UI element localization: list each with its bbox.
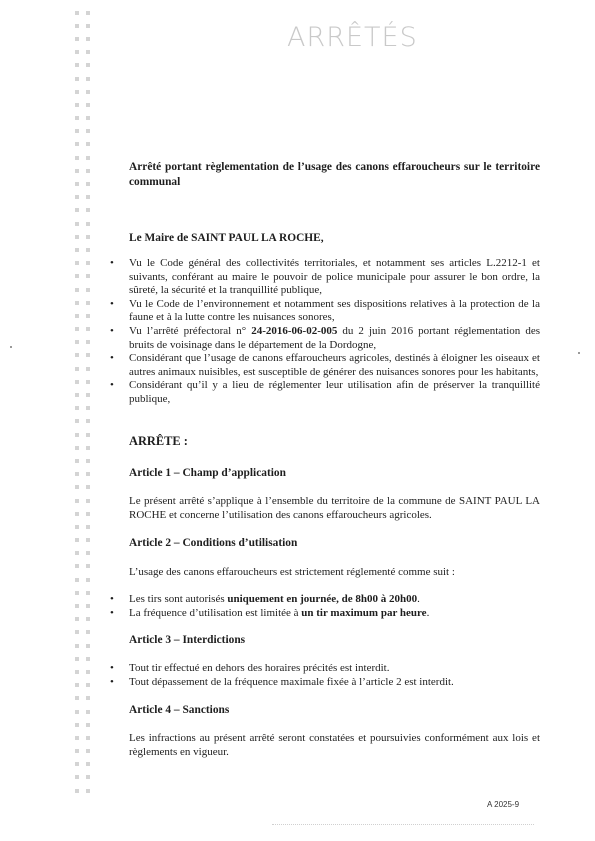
- binder-hole-row: [75, 771, 95, 784]
- binder-hole-row: [75, 745, 95, 758]
- article-3-items: [110, 661, 540, 689]
- document-reference: A 2025-9: [487, 800, 520, 809]
- binder-hole-row: [75, 692, 95, 705]
- binder-hole-row: [75, 19, 95, 32]
- binder-hole-row: [75, 468, 95, 481]
- binder-hole-row: [75, 349, 95, 362]
- arrete-label: ARRÊTE :: [129, 434, 188, 448]
- rule-item: • Les tirs sont autorisés uniquement en journée, de 8h00 à 20h00.: [110, 592, 540, 606]
- binder-hole-row: [75, 59, 95, 72]
- binder-hole-row: [75, 679, 95, 692]
- article-1-heading: Article 1 – Champ d’application: [129, 467, 286, 479]
- binder-hole-row: [75, 164, 95, 177]
- binder-hole-row: [75, 573, 95, 586]
- rule-item: • La fréquence d’utilisation est limitée à un tir maximum par heure.: [110, 606, 540, 620]
- binder-hole-row: [75, 217, 95, 230]
- binder-hole-row: [75, 6, 95, 19]
- binder-hole-row: [75, 46, 95, 59]
- binder-hole-row: [75, 441, 95, 454]
- binder-hole-row: [75, 402, 95, 415]
- binder-hole-row: [75, 415, 95, 428]
- binder-hole-row: [75, 243, 95, 256]
- binder-hole-row: [75, 665, 95, 678]
- considerant-item: • Considérant qu’il y a lieu de réglementer leur utilisation afin de préserver la tranquillité publique,: [110, 379, 540, 406]
- considerant-item: • Vu l’arrêté préfectoral n° 24-2016-06-02-005 du 2 juin 2016 portant réglementation des bruits de voisinage dans le département de la Dordogne,: [110, 325, 540, 352]
- interdiction-item: • Tout tir effectué en dehors des horaires précités est interdit.: [110, 661, 540, 675]
- binder-hole-row: [75, 599, 95, 612]
- considerants-list: [110, 257, 540, 407]
- binder-hole-row: [75, 323, 95, 336]
- binder-hole-row: [75, 32, 95, 45]
- binder-hole-row: [75, 270, 95, 283]
- binder-hole-row: [75, 112, 95, 125]
- binder-hole-row: [75, 336, 95, 349]
- scan-speck: [578, 352, 580, 354]
- binder-hole-row: [75, 428, 95, 441]
- binder-hole-row: [75, 230, 95, 243]
- binder-hole-row: [75, 257, 95, 270]
- footer-divider: [272, 824, 534, 829]
- article-4-heading: Article 4 – Sanctions: [129, 704, 230, 716]
- binder-hole-row: [75, 177, 95, 190]
- section-header-title: ARRÊTÉS: [287, 22, 418, 53]
- binder-hole-row: [75, 481, 95, 494]
- binder-hole-row: [75, 309, 95, 322]
- binder-hole-row: [75, 204, 95, 217]
- binder-hole-row: [75, 72, 95, 85]
- binder-hole-row: [75, 784, 95, 797]
- binder-hole-row: [75, 586, 95, 599]
- binder-hole-row: [75, 388, 95, 401]
- binder-hole-row: [75, 705, 95, 718]
- binder-hole-row: [75, 613, 95, 626]
- article-2-intro: L’usage des canons effaroucheurs est strictement réglementé comme suit :: [129, 566, 455, 578]
- interdiction-item: • Tout dépassement de la fréquence maximale fixée à l’article 2 est interdit.: [110, 675, 540, 689]
- binder-hole-row: [75, 191, 95, 204]
- article-2-rules: [110, 592, 540, 620]
- scan-speck: [10, 346, 12, 348]
- binder-hole-row: [75, 85, 95, 98]
- binder-hole-row: [75, 296, 95, 309]
- binder-hole-row: [75, 520, 95, 533]
- binder-hole-row: [75, 639, 95, 652]
- mayor-heading: Le Maire de SAINT PAUL LA ROCHE,: [129, 232, 324, 244]
- binder-hole-row: [75, 560, 95, 573]
- binder-hole-row: [75, 98, 95, 111]
- binder-hole-row: [75, 507, 95, 520]
- binder-hole-row: [75, 626, 95, 639]
- binder-holes: [75, 6, 95, 797]
- binder-hole-row: [75, 454, 95, 467]
- binder-hole-row: [75, 138, 95, 151]
- article-4-body: Les infractions au présent arrêté seront constatées et poursuivies conformément aux lois et règlements en vigueur.: [129, 732, 540, 758]
- binder-hole-row: [75, 283, 95, 296]
- binder-hole-row: [75, 362, 95, 375]
- considerant-item: • Vu le Code général des collectivités territoriales, et notamment ses articles L.2212-1 et suivants, conférant au maire le pouvoir de police municipale pour assurer le bon ordre, la sûreté, la sécurité et la tranquillité publique,: [110, 257, 540, 298]
- decree-title: Arrêté portant règlementation de l’usage des canons effaroucheurs sur le territoire communal: [129, 161, 540, 188]
- binder-hole-row: [75, 534, 95, 547]
- binder-hole-row: [75, 494, 95, 507]
- article-2-heading: Article 2 – Conditions d’utilisation: [129, 537, 298, 549]
- considerant-item: • Vu le Code de l’environnement et notamment ses dispositions relatives à la protection de la faune et à la lutte contre les nuisances sonores,: [110, 298, 540, 325]
- binder-hole-row: [75, 718, 95, 731]
- article-1-body: Le présent arrêté s’applique à l’ensemble du territoire de la commune de SAINT PAUL LA ROCHE et concerne l’utilisation des canons effaroucheurs agricoles.: [129, 495, 540, 521]
- binder-hole-row: [75, 375, 95, 388]
- binder-hole-row: [75, 758, 95, 771]
- binder-hole-row: [75, 731, 95, 744]
- binder-hole-row: [75, 125, 95, 138]
- article-3-heading: Article 3 – Interdictions: [129, 634, 246, 646]
- binder-hole-row: [75, 547, 95, 560]
- considerant-item: • Considérant que l’usage de canons effaroucheurs agricoles, destinés à éloigner les oiseaux et autres animaux nuisibles, est susceptible de générer des nuisances sonores pour les habitants,: [110, 352, 540, 379]
- binder-hole-row: [75, 151, 95, 164]
- binder-hole-row: [75, 652, 95, 665]
